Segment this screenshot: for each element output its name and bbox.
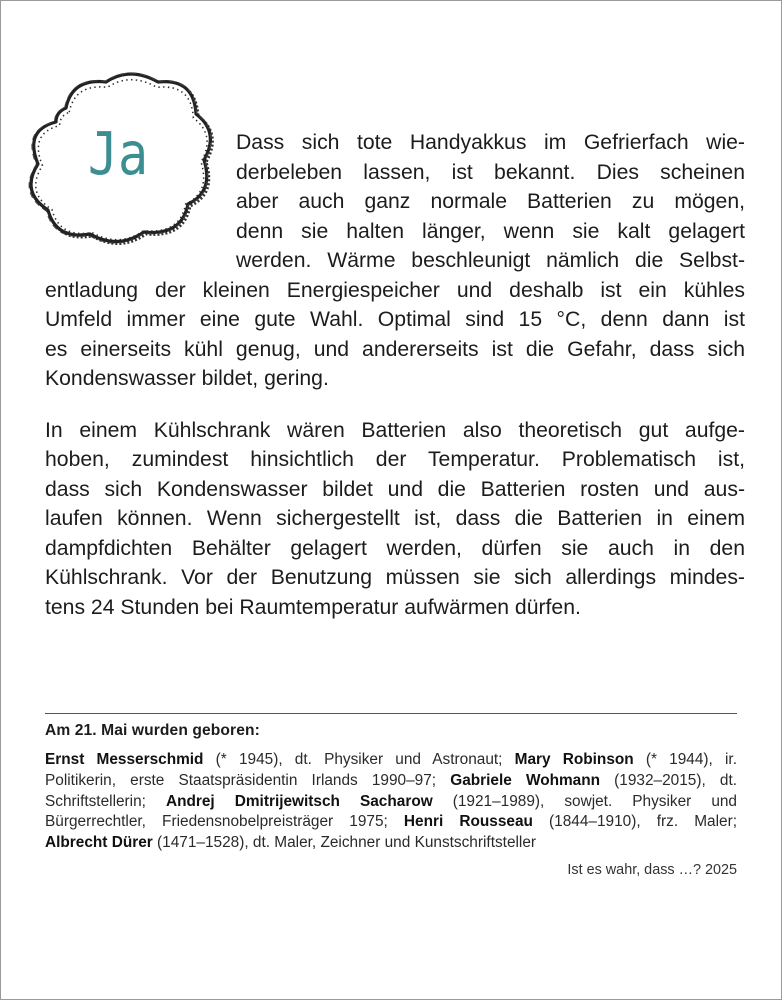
person-name: Ernst Messerschmid [45,751,204,768]
person-details: (1471–1528), dt. Maler, Zeichner und Kunstschriftsteller [152,834,537,852]
text-line: hoben, zumindest hinsichtlich der Temperatur. Problematisch ist, [45,448,745,471]
person-name: Mary Robinson [514,751,634,768]
person-details: Bürgerrechtler, Friedensnobelpreisträger 1975; [45,813,404,831]
text-line: derbeleben lassen, ist bekannt. Dies scheinen [236,160,745,184]
text-line: werden. Wärme beschleunigt nämlich die Selbst- [236,249,745,272]
paragraph-1 [45,128,745,394]
text-line: aber auch ganz normale Batterien zu mögen, [236,190,745,213]
births-heading: Am 21. Mai wurden geboren: [45,722,260,739]
births-text [45,750,737,854]
person-name: Henri Rousseau [403,813,533,831]
text-line: dass sich Kondenswasser bildet und die Batterien rosten und aus- [45,477,745,501]
person-name: Gabriele Wohmann [450,771,601,789]
text-line: Umfeld immer eine gute Wahl. Optimal sind 15 °C, denn dann ist [45,308,745,331]
births-line [45,812,737,833]
divider [45,713,737,714]
births-line [45,833,737,854]
text-line: es einerseits kühl genug, und andererseits ist die Gefahr, dass sich [45,337,745,361]
births-line [45,771,737,792]
text-line: Kondenswasser bildet, gering. [45,367,329,390]
text-line: denn sie halten länger, wenn sie kalt gelagert [236,219,745,243]
badge-answer: Ja [87,119,149,189]
person-name: Andrej Dmitrijewitsch Sacharow [165,792,433,810]
text-line: dampfdichten Behälter gelagert werden, dürfen sie auch in den [45,536,745,560]
person-details: (* 1945), dt. Physiker und Astronaut; [203,751,515,768]
person-details: (1844–1910), frz. Maler; [532,813,737,831]
text-line: laufen können. Wenn sichergestellt ist, dass die Batterien in einem [45,507,745,530]
person-details: (* 1944), ir. [633,751,737,768]
text-line: Dass sich tote Handyakkus im Gefrierfach wie- [236,131,745,154]
person-details: Politikerin, erste Staatspräsidentin Irlands 1990–97; [45,771,451,789]
person-details: (1921–1989), sowjet. Physiker und [432,792,737,810]
main-text [45,128,745,622]
text-line: tens 24 Stunden bei Raumtemperatur aufwärmen dürfen. [45,595,581,619]
text-line: entladung der kleinen Energiespeicher und deshalb ist ein kühles [45,278,745,302]
text-line: Kühlschrank. Vor der Benutzung müssen sie sich allerdings mindes- [45,566,745,589]
person-details: (1932–2015), dt. [600,771,737,789]
footer-source: Ist es wahr, dass …? 2025 [567,862,737,878]
person-name: Albrecht Dürer [45,834,153,852]
births-line [45,792,737,813]
person-details: Schriftstellerin; [45,792,166,810]
paragraph-2 [45,416,745,623]
births-line [45,750,737,771]
text-line: In einem Kühlschrank wären Batterien also theoretisch gut aufge- [45,418,745,442]
